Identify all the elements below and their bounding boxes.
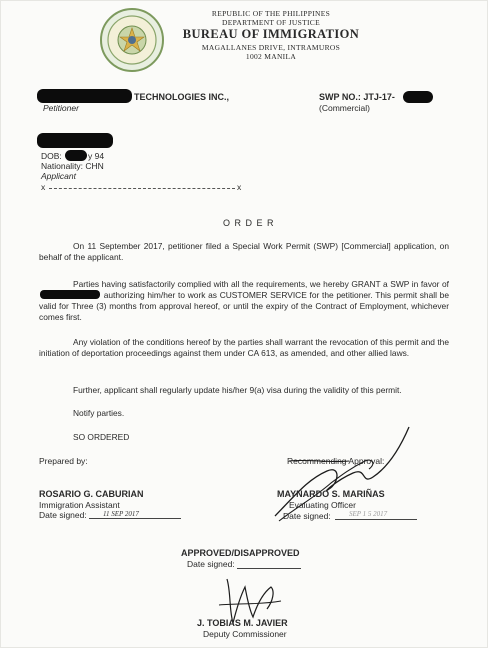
recommending-approval-label: Recommending Approval: [287,456,385,466]
order-paragraph-1: On 11 September 2017, petitioner filed a Special Work Permit (SWP) [Commercial] application, on behalf of the applicant. [39,241,449,262]
petitioner-name: TECHNOLOGIES INC., [134,92,230,102]
order-paragraph-2-part-2: authorizing him/her to work as CUSTOMER SERVICE for the petitioner. This permit shall be valid for Three (3) months from approval hereof, or until the expiry of the Contract of Employment, whichever comes first. [39,290,449,322]
letterhead-bureau: BUREAU OF IMMIGRATION [182,27,360,41]
preparer-date-label: Date signed: [39,510,87,520]
separator-right: x [237,182,242,192]
prepared-by-label: Prepared by: [39,456,88,466]
evaluator-name: MAYNARDO S. MARIÑAS [277,489,385,499]
order-paragraph-4: Further, applicant shall regularly update his/her 9(a) visa during the validity of this permit. [73,385,402,395]
approver-title: Deputy Commissioner [203,629,287,639]
preparer-title: Immigration Assistant [39,500,120,510]
swp-number-label: SWP NO.: JTJ-17- [319,92,395,102]
redaction-applicant-name [37,133,113,148]
petitioner-label: Petitioner [43,103,79,113]
letterhead-department: DEPARTMENT OF JUSTICE [222,18,320,27]
so-ordered: SO ORDERED [73,432,130,442]
swp-type: (Commercial) [319,103,370,113]
approver-date-label: Date signed: [187,559,235,569]
evaluator-date-label: Date signed: [283,511,331,521]
preparer-name: ROSARIO G. CABURIAN [39,489,144,499]
redaction-applicant-in-text [40,290,100,299]
preparer-date-stamp: 11 SEP 2017 [103,510,139,518]
separator-left: x [41,182,46,192]
order-paragraph-3: Any violation of the conditions hereof by the parties shall warrant the revocation of this permit and the initiation of deportation proceedings against them under CA 613, as amended, and other allied laws. [39,337,449,358]
approved-disapproved-label: APPROVED/DISAPPROVED [181,548,300,558]
order-paragraph-2 [39,279,449,323]
order-heading: O R D E R [223,218,275,228]
bureau-seal-icon [99,7,165,73]
letterhead-republic: REPUBLIC OF THE PHILIPPINES [211,9,331,18]
letterhead-address-1: MAGALLANES DRIVE, INTRAMUROS [201,43,341,52]
redaction-dob [65,150,87,161]
evaluator-date-stamp: SEP 1 5 2017 [349,510,388,518]
dob-value: y 94 [88,151,105,161]
redaction-petitioner-name [37,89,132,103]
notify-parties: Notify parties. [73,408,125,418]
approver-date-line [237,556,301,569]
order-paragraph-2-part-1: Parties having satisfactorily complied with all the requirements, we hereby GRANT a SWP in favor of [73,279,449,289]
applicant-label: Applicant [41,171,76,181]
nationality: Nationality: CHN [41,161,104,171]
approver-name: J. TOBIAS M. JAVIER [197,618,288,628]
letterhead-address-2: 1002 MANILA [245,52,297,61]
redaction-swp-number [403,91,433,103]
dob-label: DOB: [41,151,62,161]
evaluator-title: Evaluating Officer [289,500,356,510]
separator-line [49,188,235,189]
